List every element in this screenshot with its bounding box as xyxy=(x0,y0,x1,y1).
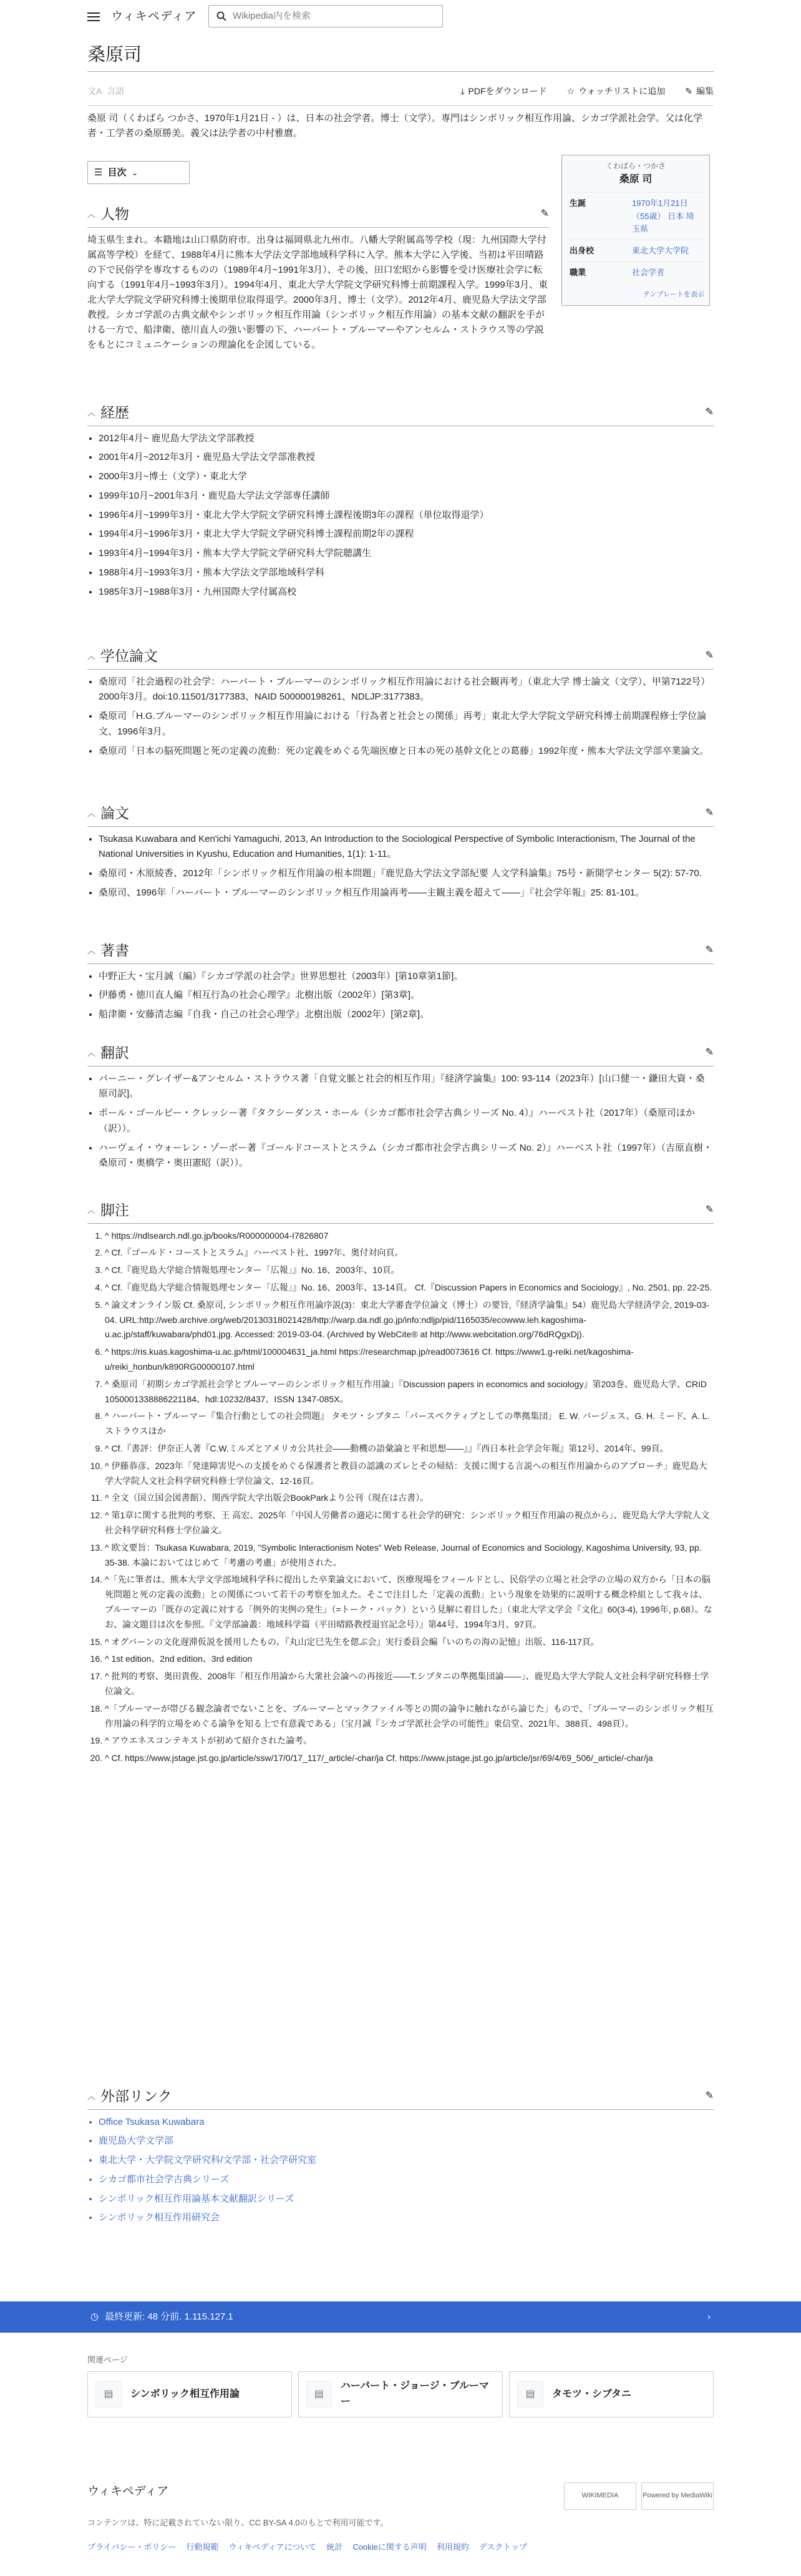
lead-paragraph: 桑原 司（くわばら つかさ、1970年1月21日 - ）は、日本の社会学者。博士（文学）。専門はシンボリック相互作用論、シカゴ学派社会学。父は化学者・工学者の桑原勝美。義父は法学者の中村雅麿。 xyxy=(87,113,702,139)
section-notes xyxy=(87,1199,714,1769)
page-icon: ▤ xyxy=(517,2381,543,2408)
footer-link[interactable]: ウィキペディアについて xyxy=(228,2542,317,2552)
language-icon: 文A xyxy=(87,86,102,97)
list-item: • 伊藤勇・徳川直人編『相互行為の社会心理学』北樹出版（2002年）[第3章]。 xyxy=(99,988,714,1003)
reference-item: 4. ^ Cf.『鹿児島大学総合情報処理センター「広報」』No. 16、2003年、13-14頁。 Cf.『Discussion Papers in Economics and Sociology』, No. 2501, pp. 22-25. xyxy=(105,1281,714,1295)
thesis-list xyxy=(87,675,714,759)
pencil-icon[interactable]: ✎ xyxy=(705,1047,714,1058)
list-item: • 2012年4月~ 鹿児島大学法文学部教授 xyxy=(99,431,714,447)
infobox-value[interactable]: 東北大学大学院 xyxy=(629,240,704,261)
list-item: • 桑原司「社会過程の社会学：ハーバート・ブルーマーのシンボリック相互作用論における社会観再考」（東北大学 博士論文（文学）、甲第7122号）2000年3月。doi:10.11501/3177383、NAID 500000198261、NDLJP:3177383。 xyxy=(99,675,714,706)
list-item: • 2000年3月~博士（文学）・東北大学 xyxy=(99,469,714,485)
last-updated-bar[interactable] xyxy=(0,2301,801,2333)
footer-link[interactable]: 利用規約 xyxy=(436,2542,469,2552)
external-link[interactable]: • シンボリック相互作用研究会 xyxy=(99,2210,714,2226)
list-item: • 桑原司・木原綾香、2012年「シンボリック相互作用論の根本問題」『鹿児島大学法文学部紀要 人文学科論集』75号・新開学センター 5(2): 57-70. xyxy=(99,866,714,882)
reference-item: 3. ^ Cf.『鹿児島大学総合情報処理センター「広報」』No. 16、2003年、10頁。 xyxy=(105,1263,714,1278)
list-item: • ポール・ゴールビー・クレッシー著『タクシーダンス・ホール（シカゴ都市社会学古典シリーズ No. 4）』ハーベスト社（2017年）（桑原司ほか（訳））。 xyxy=(99,1106,714,1137)
infobox-key: 生誕 xyxy=(567,193,629,240)
list-item: • 桑原司「日本の脳死問題と死の定義の流動：死の定義をめぐる先端医療と日本の死の基幹文化との葛藤」1992年度・熊本大学法文学部卒業論文。 xyxy=(99,744,714,759)
search-icon xyxy=(216,11,226,21)
list-item: • 船津衛・安藤清志編『自我・自己の社会心理学』北樹出版（2002年）[第2章]。 xyxy=(99,1007,714,1023)
title-bar xyxy=(87,44,714,72)
external-links-list xyxy=(87,2115,714,2227)
list-item: • 1985年3月~1988年3月・九州国際大学付属高校 xyxy=(99,585,714,600)
section-heading[interactable] xyxy=(87,803,714,827)
footer xyxy=(87,2482,714,2554)
infobox-row xyxy=(567,193,704,240)
reference-item: 13. ^ 欧文要旨：Tsukasa Kuwabara, 2019, "Symbolic Interactionism Notes" Web Release, Journal of Economics and Sociology, Kagoshima University, 93, pp. 35-38. 本論においてはじめて「考慮の考慮」が使用された。 xyxy=(105,1541,714,1571)
reference-item: 7. ^ 桑原司「初期シカゴ学派社会学とブルーマーのシンボリック相互作用論」『Discussion papers in economics and sociology』第203巻、鹿児島大学、CRID 1050001338886221184、hdl:10232/8437、ISSN 1347-085X。 xyxy=(105,1377,714,1407)
language-label: 言語 xyxy=(107,86,125,97)
career-list xyxy=(87,431,714,600)
section-heading[interactable] xyxy=(87,1199,714,1224)
section-thesis xyxy=(87,645,714,763)
pencil-icon[interactable]: ✎ xyxy=(705,945,714,956)
related-pages xyxy=(87,2354,714,2417)
section-translations xyxy=(87,1042,714,1175)
section-heading[interactable] xyxy=(87,402,714,426)
edit-label: 編集 xyxy=(696,86,714,97)
infobox-key: 職業 xyxy=(567,261,629,283)
site-header xyxy=(0,0,801,34)
section-title: 脚注 xyxy=(100,1203,130,1218)
section-title: 著書 xyxy=(100,943,130,959)
pencil-icon[interactable]: ✎ xyxy=(705,650,714,661)
reference-item: 19. ^ アウエネスコンテキストが初めて紹介された論考。 xyxy=(105,1734,714,1749)
infobox-name: 桑原 司 xyxy=(619,173,653,185)
list-item: • 中野正大・宝月誠（編）『シカゴ学派の社会学』世界思想社（2003年）[第10章第1節]。 xyxy=(99,969,714,985)
related-title: シンボリック相互作用論 xyxy=(130,2388,240,2399)
reference-item: 17. ^ 批判的考察、奥田貴俊、2008年「相互作用論から大衆社会論への再接近――T.シブタニの準拠集団論――」、鹿児島大学大学院人文社会科学研究科修士学位論文。 xyxy=(105,1669,714,1699)
section-heading[interactable] xyxy=(87,940,714,964)
menu-icon[interactable] xyxy=(87,12,100,21)
pencil-icon[interactable]: ✎ xyxy=(705,1204,714,1216)
footer-link[interactable]: 統計 xyxy=(326,2542,343,2552)
chevron-up-icon: ︿ xyxy=(87,1205,96,1215)
infobox-row xyxy=(567,261,704,283)
reference-item: 6. ^ https://ris.kuas.kagoshima-u.ac.jp/html/100004631_ja.html https://researchmap.jp/read0073616 Cf. https://www1.g-reiki.net/kagoshima-u/reiki_honbun/k890RG00000107.html xyxy=(105,1345,714,1375)
toc-label: 目次 xyxy=(107,167,127,178)
external-link[interactable]: • 鹿児島大学文学部 xyxy=(99,2134,714,2149)
footer-link[interactable]: 行動規範 xyxy=(186,2542,219,2552)
external-link[interactable]: • シカゴ都市社会学古典シリーズ xyxy=(99,2172,714,2188)
related-card[interactable] xyxy=(509,2371,714,2417)
list-item: • 1996年4月~1999年3月・東北大学大学院文学研究科博士課程後期3年の課程（単位取得退学） xyxy=(99,508,714,524)
page-icon: ▤ xyxy=(306,2381,332,2408)
list-item: • 1993年4月~1994年3月・熊本大学大学院文学研究科大学院聴講生 xyxy=(99,546,714,562)
reference-item: 2. ^ Cf.『ゴールド・コーストとスラム』ハーベスト社、1997年、奥付対向頁。 xyxy=(105,1246,714,1261)
section-heading[interactable] xyxy=(87,2086,714,2110)
star-icon: ☆ xyxy=(566,86,575,97)
infobox-key: 出身校 xyxy=(567,240,629,261)
papers-list xyxy=(87,832,714,901)
clock-icon: ◷ xyxy=(90,2311,99,2323)
download-pdf-button[interactable] xyxy=(460,85,546,99)
section-person xyxy=(87,203,549,353)
translations-list xyxy=(87,1071,714,1172)
chevron-down-icon: ⌄ xyxy=(131,167,138,177)
download-pdf-label: PDFをダウンロード xyxy=(468,86,547,97)
download-icon: ⤓ xyxy=(460,86,465,97)
list-item: • 桑原司「H.G.ブルーマーのシンボリック相互作用論における「行為者と社会との関係」再考」東北大学大学院文学研究科博士前期課程修士学位論文、1996年3月。 xyxy=(99,709,714,740)
wikimedia-badge[interactable]: WIKIMEDIA xyxy=(564,2482,636,2510)
toc-button[interactable] xyxy=(87,161,190,184)
related-title: タモツ・シブタニ xyxy=(552,2388,631,2399)
infobox-row xyxy=(567,240,704,261)
page-toolbar xyxy=(87,78,714,106)
section-heading[interactable] xyxy=(87,203,549,228)
footer-wordmark: ウィキペディア xyxy=(87,2485,169,2498)
books-list xyxy=(87,969,714,1023)
reference-item: 15. ^ オグバーンの文化遅滞仮説を援用したもの。『丸山定巳先生を偲ぶ会』実行委員会編『いのちの海の記憶』出版、116-117頁。 xyxy=(105,1635,714,1650)
chevron-up-icon: ︿ xyxy=(87,651,96,661)
chevron-up-icon: ︿ xyxy=(87,808,96,818)
section-title: 外部リンク xyxy=(100,2089,172,2104)
infobox-value[interactable]: 社会学者 xyxy=(629,261,704,283)
watchlist-label: ウォッチリストに追加 xyxy=(578,86,666,97)
list-item: • 桑原司、1996年「ハーバート・ブルーマーのシンボリック相互作用論再考――主観主義を超えて――」『社会学年報』25: 81-101。 xyxy=(99,886,714,901)
reference-item: 5. ^ 論文オンライン版 Cf. 桑原司, シンボリック相互作用論序説(3)：東北大学審査学位論文（博士）の要旨,『経済学論集』54）鹿児島大学経済学会, 2019-03-04. URL:http://web.archive.org/web/20130318021428/http://warp.da.ndl.go.jp/info:ndljp/pid/1165035/ecowww.leh.kagoshima-u.ac.jp/staff/kuwabara/phd01.jpg. Accessed: 2019-03-04. (Archived by WebCite® at http://www.webcitation.org/76dRQgxDj). xyxy=(105,1298,714,1342)
edit-button[interactable] xyxy=(685,85,714,99)
section-books xyxy=(87,940,714,1027)
template-link[interactable]: テンプレートを表示 xyxy=(643,291,704,299)
pencil-icon[interactable]: ✎ xyxy=(540,208,549,220)
reference-item: 12. ^ 第1章に関する批判的考察、王 高宏、2025年「中国人労働者の適応に関する社会学的研究：シンボリック相互作用論の視点から」、鹿児島大学大学院人文社会科学研究科修士学位論文。 xyxy=(105,1508,714,1538)
related-title: ハーバート・ジョージ・ブルーマー xyxy=(340,2381,489,2408)
section-title: 経歴 xyxy=(100,405,130,421)
related-label: 関連ページ xyxy=(87,2355,128,2364)
section-papers xyxy=(87,803,714,905)
external-link[interactable]: • 東北大学・大学院文学研究科/文学部・社会学研究室 xyxy=(99,2153,714,2169)
reference-item: 9. ^ Cf.『書評：伊奈正人著『C.W.ミルズとアメリカ公共社会――動機の語彙論と平和思想――』』『西日本社会学会年報』第12号、2014年、99頁。 xyxy=(105,1442,714,1456)
reference-item: 11. ^ 全文（国立国会図書館）、関西学院大学出版会BookParkより公刊（現在は古書）。 xyxy=(105,1491,714,1506)
section-title: 学位論文 xyxy=(100,648,158,664)
page-title: 桑原司 xyxy=(87,45,142,65)
section-heading[interactable] xyxy=(87,1042,714,1066)
section-external-links xyxy=(87,2086,714,2230)
section-text: 埼玉県生まれ。本籍地は山口県防府市。出身は福岡県北九州市。八幡大学附属高等学校（現：九州国際大学付属高等学校）を経て、1988年4月に熊本大学法文学部地域科学科に入学。熊本大学に入学後、当初は平田晴路の下で民俗学を専攻するものの（1989年4月~1991年3月）、その後、田口宏昭から影響を受け医療社会学に転向する（1991年4月~1993年3月）。1994年4月、東北大学大学院文学研究科博士前期課程入学。1999年3月、東北大学大学院文学研究科博士後期単位取得退学。2000年3月、博士（文学）。2012年4月、鹿児島大学法文学部教授。シカゴ学派の古典文献やシンボリック相互作用論（シンボリック相互作用論）の基本文献の翻訳を手がける一方で、船津衛、徳川直人の強い影響の下、ハーバート・ブルーマーやアンセルム・ストラウス等の学説をもとにコミュニケーションの理論化を企図している。 xyxy=(87,234,548,350)
reference-item: 8. ^ ハーバート・ブルーマー『集合行動としての社会問題』 タモツ・シブタニ「パースペクティブとしての準拠集団」 E. W. バージェス、G. H. ミード、A. L. ストラウスほか xyxy=(105,1409,714,1439)
external-link[interactable]: • Office Tsukasa Kuwabara xyxy=(99,2115,714,2130)
chevron-up-icon: ︿ xyxy=(87,407,96,417)
reference-item: 1. ^ https://ndlsearch.ndl.go.jp/books/R000000004-I7826807 xyxy=(105,1229,714,1244)
reference-item: 14. ^「先に筆者は、熊本大学文学部地域科学科に提出した卒業論文において、医療現場をフィールドとし、民俗学の立場と社会学の立場の双方から「日本の脳死問題と死の定義の流動」との関係について若干の考察を加えた。そこで注目した「定義の流動」という現象を効果的に説明する概念枠組として我々は、ブルーマーの「既存の定義に対する「例外的実例の発生」（=トーク・バック）という見解に着目した」（東北大学文学会『文化』60(3-4), 1996年, p.68）。なお、論文題目は次を参照。『文学部論叢：地域科学篇（平田晴路教授退官記念号）』第44号、1994年3月、97頁。 xyxy=(105,1573,714,1632)
chevron-up-icon: ︿ xyxy=(87,1048,96,1058)
chevron-right-icon: › xyxy=(707,2311,711,2323)
search-placeholder: Wikipedia内を検索 xyxy=(233,11,311,22)
last-updated-text: 最終更新: 48 分前. 1.115.127.1 xyxy=(105,2311,233,2323)
chevron-up-icon: ︿ xyxy=(87,945,96,955)
list-item: • 2001年4月~2012年3月・鹿児島大学法文学部准教授 xyxy=(99,450,714,466)
pencil-icon: ✎ xyxy=(685,86,692,97)
reference-item: 16. ^ 1st edition、2nd edition、3rd edition xyxy=(105,1652,714,1667)
search-input[interactable] xyxy=(208,5,443,27)
license-text: コンテンツは、特に記載されていない限り、CC BY-SA 4.0のもとで利用可能です。 xyxy=(87,2518,389,2528)
list-item: • 1994年4月~1996年3月・東北大学大学院文学研究科博士課程前期2年の課程 xyxy=(99,527,714,542)
reference-item: 20. ^ Cf. https://www.jstage.jst.go.jp/article/ssw/17/0/17_117/_article/-char/ja Cf. https://www.jstage.jst.go.jp/article/jsr/69/4/69_506/_article/-char/ja xyxy=(105,1751,714,1766)
footer-link[interactable]: デスクトップ xyxy=(478,2542,527,2552)
reference-item: 10. ^ 伊藤恭彦、2023年「発達障害児への支援をめぐる保護者と教員の認識のズレとその帰結：支援に関する言説への相互作用論からのアプローチ」鹿児島大学大学院人文社会科学研究科修士学位論文、12-16頁。 xyxy=(105,1459,714,1489)
pencil-icon[interactable]: ✎ xyxy=(705,807,714,819)
list-item: • バーニー・グレイザー&アンセルム・ストラウス著「自覚文脈と社会的相互作用」『経済学論集』100: 93-114（2023年）[山口健一・鎌田大資・桑原司訳]。 xyxy=(99,1071,714,1103)
section-title: 論文 xyxy=(100,806,130,821)
references-list xyxy=(87,1229,714,1766)
chevron-up-icon: ︿ xyxy=(87,2091,96,2101)
section-career xyxy=(87,402,714,603)
list-item: • 1999年10月~2001年3月・鹿児島大学法文学部専任講師 xyxy=(99,489,714,504)
related-card[interactable] xyxy=(298,2371,503,2417)
chevron-up-icon: ︿ xyxy=(87,209,96,219)
infobox xyxy=(561,155,710,306)
infobox-table xyxy=(567,192,704,283)
infobox-value[interactable]: 1970年1月21日（55歳） 日本 埼玉県 xyxy=(629,193,704,240)
language-button[interactable] xyxy=(87,85,124,99)
footer-link[interactable]: プライバシー・ポリシー xyxy=(87,2542,177,2552)
site-wordmark[interactable]: ウィキペディア xyxy=(111,10,197,24)
list-item: • ハーヴェイ・ウォーレン・ゾーボー著『ゴールドコーストとスラム（シカゴ都市社会学古典シリーズ No. 2）』ハーベスト社（1997年）（吉原直樹・桑原司・奥橋学・奥田憲昭（訳））。 xyxy=(99,1141,714,1172)
watchlist-button[interactable] xyxy=(567,85,666,99)
list-item: • Tsukasa Kuwabara and Ken'ichi Yamaguchi, 2013, An Introduction to the Sociological Perspective of Symbolic Interactionism, The Journal of the National Universities in Kyushu, Education and Humanities, 1(1): 1-11。 xyxy=(99,832,714,863)
page-icon: ▤ xyxy=(95,2381,122,2408)
related-card[interactable] xyxy=(87,2371,292,2417)
pencil-icon[interactable]: ✎ xyxy=(705,2091,714,2102)
footer-link[interactable]: Cookieに関する声明 xyxy=(352,2542,427,2552)
pencil-icon[interactable]: ✎ xyxy=(705,407,714,418)
mediawiki-badge[interactable]: Powered by MediaWiki xyxy=(641,2482,714,2510)
external-link[interactable]: • シンボリック相互作用論基本文献翻訳シリーズ xyxy=(99,2192,714,2207)
section-title: 人物 xyxy=(100,207,130,222)
section-title: 翻訳 xyxy=(100,1045,130,1061)
infobox-kana: くわばら・つかさ xyxy=(605,162,666,170)
section-heading[interactable] xyxy=(87,645,714,670)
reference-item: 18. ^「ブルーマーが帯びる観念論者でないことを、ブルーマーとマックファイル等との間の論争に触れながら論じた」もので、「ブルーマーのシンボリック相互作用論の科学的立場をめぐる論争を知る上で有意義である」（宝月誠『シカゴ学派社会学の可能性』東信堂、2021年、388頁、498頁）。 xyxy=(105,1702,714,1732)
list-icon: ☰ xyxy=(94,167,103,178)
list-item: • 1988年4月~1993年3月・熊本大学法文学部地域科学科 xyxy=(99,565,714,581)
